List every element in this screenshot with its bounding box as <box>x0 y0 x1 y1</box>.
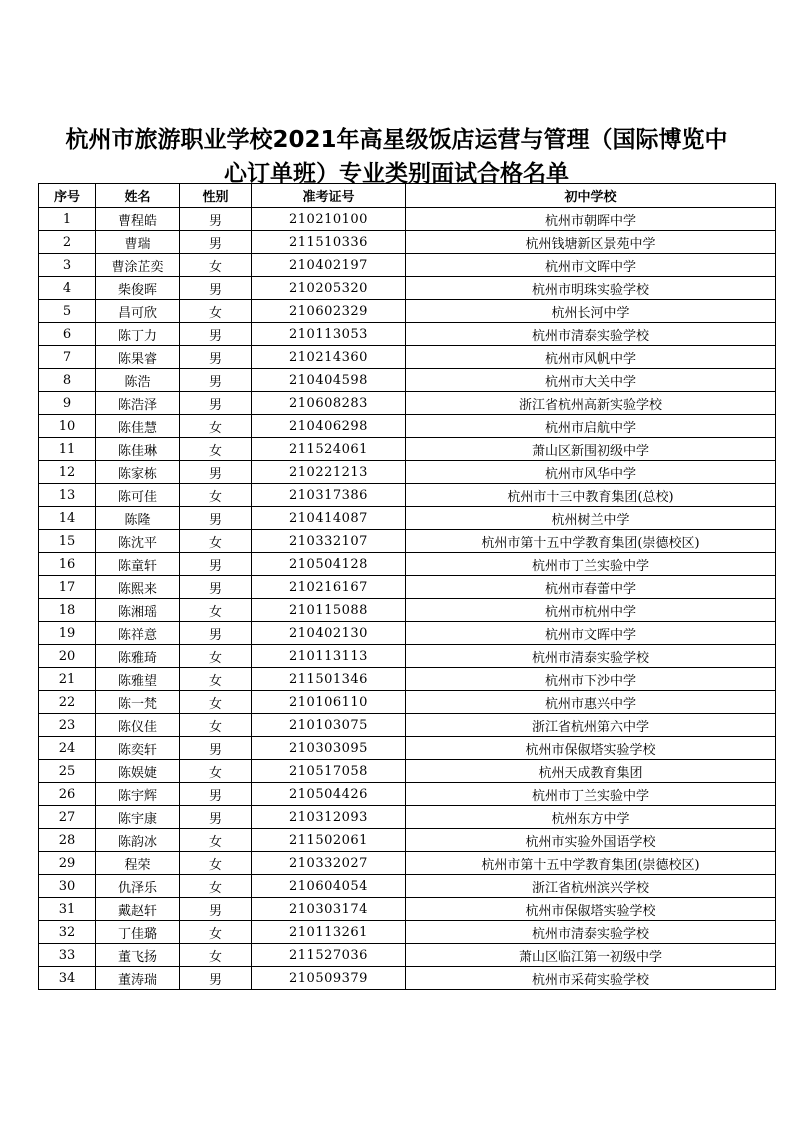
cell-middle-school: 杭州市第十五中学教育集团(崇德校区) <box>406 530 776 553</box>
cell-serial-number: 5 <box>39 300 96 323</box>
cell-serial-number: 33 <box>39 944 96 967</box>
cell-name: 陈娱婕 <box>96 760 180 783</box>
page-title-line-2: 心订单班）专业类别面试合格名单 <box>224 161 569 188</box>
table-row <box>39 323 776 346</box>
cell-serial-number: 32 <box>39 921 96 944</box>
cell-serial-number: 25 <box>39 760 96 783</box>
table-header-row <box>39 184 776 208</box>
cell-name: 昌可欣 <box>96 300 180 323</box>
cell-middle-school: 杭州市丁兰实验中学 <box>406 783 776 806</box>
cell-gender: 女 <box>180 852 252 875</box>
cell-exam-id: 210504426 <box>252 783 406 806</box>
cell-name: 陈宇辉 <box>96 783 180 806</box>
cell-serial-number: 4 <box>39 277 96 300</box>
table-row <box>39 208 776 231</box>
cell-name: 陈佳慧 <box>96 415 180 438</box>
cell-name: 陈宇康 <box>96 806 180 829</box>
header-serial-number: 序号 <box>39 184 96 208</box>
cell-serial-number: 10 <box>39 415 96 438</box>
cell-gender: 女 <box>180 714 252 737</box>
cell-exam-id: 211527036 <box>252 944 406 967</box>
cell-gender: 女 <box>180 944 252 967</box>
cell-middle-school: 杭州市保俶塔实验学校 <box>406 898 776 921</box>
cell-name: 董涛瑞 <box>96 967 180 990</box>
cell-exam-id: 210404598 <box>252 369 406 392</box>
cell-name: 仇泽乐 <box>96 875 180 898</box>
cell-gender: 男 <box>180 737 252 760</box>
cell-middle-school: 杭州市杭州中学 <box>406 599 776 622</box>
cell-exam-id: 210216167 <box>252 576 406 599</box>
cell-name: 柴俊晖 <box>96 277 180 300</box>
cell-middle-school: 杭州天成教育集团 <box>406 760 776 783</box>
table-row <box>39 967 776 990</box>
cell-name: 陈仪佳 <box>96 714 180 737</box>
page-title <box>20 123 773 191</box>
cell-serial-number: 15 <box>39 530 96 553</box>
cell-middle-school: 杭州市文晖中学 <box>406 622 776 645</box>
cell-gender: 男 <box>180 346 252 369</box>
cell-name: 曹瑞 <box>96 231 180 254</box>
table-row <box>39 852 776 875</box>
cell-exam-id: 211502061 <box>252 829 406 852</box>
cell-gender: 男 <box>180 576 252 599</box>
cell-exam-id: 210214360 <box>252 346 406 369</box>
cell-exam-id: 210402197 <box>252 254 406 277</box>
cell-serial-number: 28 <box>39 829 96 852</box>
cell-serial-number: 20 <box>39 645 96 668</box>
cell-gender: 男 <box>180 967 252 990</box>
table-row <box>39 461 776 484</box>
cell-middle-school: 杭州市大关中学 <box>406 369 776 392</box>
cell-middle-school: 杭州市十三中教育集团(总校) <box>406 484 776 507</box>
table-row <box>39 484 776 507</box>
cell-exam-id: 210608283 <box>252 392 406 415</box>
cell-middle-school: 杭州市风帆中学 <box>406 346 776 369</box>
cell-serial-number: 24 <box>39 737 96 760</box>
cell-middle-school: 杭州东方中学 <box>406 806 776 829</box>
table-body <box>39 208 776 990</box>
table-row <box>39 691 776 714</box>
table-row <box>39 806 776 829</box>
cell-gender: 男 <box>180 783 252 806</box>
table-row <box>39 507 776 530</box>
cell-serial-number: 7 <box>39 346 96 369</box>
cell-gender: 女 <box>180 829 252 852</box>
admission-table <box>38 183 776 990</box>
table-row <box>39 645 776 668</box>
cell-gender: 男 <box>180 461 252 484</box>
table-row <box>39 300 776 323</box>
cell-gender: 女 <box>180 484 252 507</box>
table-row <box>39 668 776 691</box>
cell-gender: 男 <box>180 208 252 231</box>
cell-gender: 男 <box>180 323 252 346</box>
cell-name: 陈雅望 <box>96 668 180 691</box>
cell-serial-number: 34 <box>39 967 96 990</box>
cell-name: 陈可佳 <box>96 484 180 507</box>
cell-serial-number: 2 <box>39 231 96 254</box>
cell-name: 陈熙来 <box>96 576 180 599</box>
cell-serial-number: 13 <box>39 484 96 507</box>
cell-serial-number: 19 <box>39 622 96 645</box>
header-name: 姓名 <box>96 184 180 208</box>
cell-exam-id: 210210100 <box>252 208 406 231</box>
cell-gender: 女 <box>180 254 252 277</box>
cell-exam-id: 210113113 <box>252 645 406 668</box>
cell-exam-id: 211524061 <box>252 438 406 461</box>
cell-exam-id: 210106110 <box>252 691 406 714</box>
cell-gender: 男 <box>180 392 252 415</box>
cell-name: 陈家栋 <box>96 461 180 484</box>
cell-exam-id: 210332107 <box>252 530 406 553</box>
cell-middle-school: 杭州市采荷实验学校 <box>406 967 776 990</box>
cell-serial-number: 11 <box>39 438 96 461</box>
cell-gender: 男 <box>180 277 252 300</box>
cell-exam-id: 210115088 <box>252 599 406 622</box>
cell-middle-school: 杭州市第十五中学教育集团(崇德校区) <box>406 852 776 875</box>
cell-gender: 男 <box>180 231 252 254</box>
cell-gender: 男 <box>180 898 252 921</box>
cell-exam-id: 210414087 <box>252 507 406 530</box>
cell-middle-school: 杭州市实验外国语学校 <box>406 829 776 852</box>
cell-middle-school: 杭州市风华中学 <box>406 461 776 484</box>
cell-gender: 男 <box>180 507 252 530</box>
table-row <box>39 783 776 806</box>
table-row <box>39 346 776 369</box>
cell-middle-school: 杭州市下沙中学 <box>406 668 776 691</box>
cell-exam-id: 210205320 <box>252 277 406 300</box>
cell-name: 程荣 <box>96 852 180 875</box>
cell-middle-school: 浙江省杭州第六中学 <box>406 714 776 737</box>
cell-exam-id: 210332027 <box>252 852 406 875</box>
table-row <box>39 875 776 898</box>
cell-gender: 男 <box>180 369 252 392</box>
cell-middle-school: 浙江省杭州高新实验学校 <box>406 392 776 415</box>
cell-serial-number: 6 <box>39 323 96 346</box>
table-row <box>39 760 776 783</box>
table-row <box>39 898 776 921</box>
cell-name: 陈童轩 <box>96 553 180 576</box>
cell-exam-id: 210113261 <box>252 921 406 944</box>
cell-exam-id: 210402130 <box>252 622 406 645</box>
cell-middle-school: 杭州市丁兰实验中学 <box>406 553 776 576</box>
cell-middle-school: 杭州市启航中学 <box>406 415 776 438</box>
cell-serial-number: 17 <box>39 576 96 599</box>
cell-exam-id: 210406298 <box>252 415 406 438</box>
header-exam-id: 准考证号 <box>252 184 406 208</box>
cell-exam-id: 210517058 <box>252 760 406 783</box>
cell-middle-school: 萧山区临江第一初级中学 <box>406 944 776 967</box>
table-row <box>39 599 776 622</box>
cell-exam-id: 210103075 <box>252 714 406 737</box>
cell-gender: 女 <box>180 438 252 461</box>
cell-name: 曹涂芷奕 <box>96 254 180 277</box>
cell-serial-number: 14 <box>39 507 96 530</box>
cell-name: 戴赵轩 <box>96 898 180 921</box>
cell-serial-number: 12 <box>39 461 96 484</box>
cell-name: 曹程皓 <box>96 208 180 231</box>
cell-exam-id: 210221213 <box>252 461 406 484</box>
table-row <box>39 829 776 852</box>
cell-serial-number: 21 <box>39 668 96 691</box>
cell-name: 陈一梵 <box>96 691 180 714</box>
cell-serial-number: 1 <box>39 208 96 231</box>
table-row <box>39 254 776 277</box>
cell-middle-school: 杭州市文晖中学 <box>406 254 776 277</box>
cell-gender: 女 <box>180 760 252 783</box>
cell-middle-school: 浙江省杭州滨兴学校 <box>406 875 776 898</box>
cell-exam-id: 210312093 <box>252 806 406 829</box>
cell-exam-id: 210602329 <box>252 300 406 323</box>
cell-serial-number: 27 <box>39 806 96 829</box>
cell-exam-id: 210303095 <box>252 737 406 760</box>
cell-gender: 女 <box>180 691 252 714</box>
cell-middle-school: 杭州市清泰实验学校 <box>406 921 776 944</box>
cell-middle-school: 杭州市清泰实验学校 <box>406 645 776 668</box>
cell-serial-number: 30 <box>39 875 96 898</box>
table-row <box>39 553 776 576</box>
cell-name: 陈雅琦 <box>96 645 180 668</box>
cell-middle-school: 杭州长河中学 <box>406 300 776 323</box>
cell-serial-number: 8 <box>39 369 96 392</box>
cell-name: 陈祥意 <box>96 622 180 645</box>
cell-serial-number: 31 <box>39 898 96 921</box>
cell-name: 陈浩泽 <box>96 392 180 415</box>
cell-serial-number: 16 <box>39 553 96 576</box>
cell-exam-id: 210604054 <box>252 875 406 898</box>
cell-name: 陈湘瑶 <box>96 599 180 622</box>
cell-exam-id: 211501346 <box>252 668 406 691</box>
cell-serial-number: 23 <box>39 714 96 737</box>
cell-gender: 女 <box>180 668 252 691</box>
cell-name: 陈丁力 <box>96 323 180 346</box>
cell-exam-id: 210509379 <box>252 967 406 990</box>
cell-middle-school: 杭州市明珠实验学校 <box>406 277 776 300</box>
cell-exam-id: 210303174 <box>252 898 406 921</box>
cell-serial-number: 29 <box>39 852 96 875</box>
header-gender: 性别 <box>180 184 252 208</box>
page-title-line-1: 杭州市旅游职业学校2021年高星级饭店运营与管理（国际博览中 <box>65 127 728 154</box>
cell-middle-school: 杭州市保俶塔实验学校 <box>406 737 776 760</box>
cell-name: 陈佳琳 <box>96 438 180 461</box>
cell-middle-school: 杭州市春蕾中学 <box>406 576 776 599</box>
cell-name: 陈果睿 <box>96 346 180 369</box>
cell-serial-number: 3 <box>39 254 96 277</box>
cell-gender: 男 <box>180 806 252 829</box>
table-row <box>39 530 776 553</box>
cell-gender: 女 <box>180 300 252 323</box>
cell-middle-school: 杭州市朝晖中学 <box>406 208 776 231</box>
cell-exam-id: 210317386 <box>252 484 406 507</box>
cell-middle-school: 杭州市清泰实验学校 <box>406 323 776 346</box>
cell-gender: 男 <box>180 622 252 645</box>
table-row <box>39 737 776 760</box>
cell-name: 董飞扬 <box>96 944 180 967</box>
cell-gender: 女 <box>180 645 252 668</box>
cell-exam-id: 210504128 <box>252 553 406 576</box>
cell-gender: 女 <box>180 875 252 898</box>
table-row <box>39 369 776 392</box>
table-row <box>39 714 776 737</box>
cell-gender: 女 <box>180 599 252 622</box>
cell-name: 陈隆 <box>96 507 180 530</box>
cell-gender: 女 <box>180 921 252 944</box>
cell-gender: 女 <box>180 415 252 438</box>
cell-name: 陈韵冰 <box>96 829 180 852</box>
cell-middle-school: 杭州市惠兴中学 <box>406 691 776 714</box>
table-row <box>39 277 776 300</box>
table-row <box>39 231 776 254</box>
cell-middle-school: 杭州钱塘新区景苑中学 <box>406 231 776 254</box>
cell-name: 丁佳璐 <box>96 921 180 944</box>
table-row <box>39 622 776 645</box>
cell-gender: 女 <box>180 530 252 553</box>
cell-exam-id: 210113053 <box>252 323 406 346</box>
cell-middle-school: 杭州树兰中学 <box>406 507 776 530</box>
cell-middle-school: 萧山区新围初级中学 <box>406 438 776 461</box>
cell-name: 陈沈平 <box>96 530 180 553</box>
table-row <box>39 944 776 967</box>
table-row <box>39 921 776 944</box>
table-row <box>39 392 776 415</box>
table-row <box>39 415 776 438</box>
cell-name: 陈浩 <box>96 369 180 392</box>
cell-serial-number: 9 <box>39 392 96 415</box>
cell-gender: 男 <box>180 553 252 576</box>
cell-exam-id: 211510336 <box>252 231 406 254</box>
cell-name: 陈奕轩 <box>96 737 180 760</box>
table-row <box>39 576 776 599</box>
header-middle-school: 初中学校 <box>406 184 776 208</box>
cell-serial-number: 18 <box>39 599 96 622</box>
cell-serial-number: 22 <box>39 691 96 714</box>
cell-serial-number: 26 <box>39 783 96 806</box>
table-row <box>39 438 776 461</box>
